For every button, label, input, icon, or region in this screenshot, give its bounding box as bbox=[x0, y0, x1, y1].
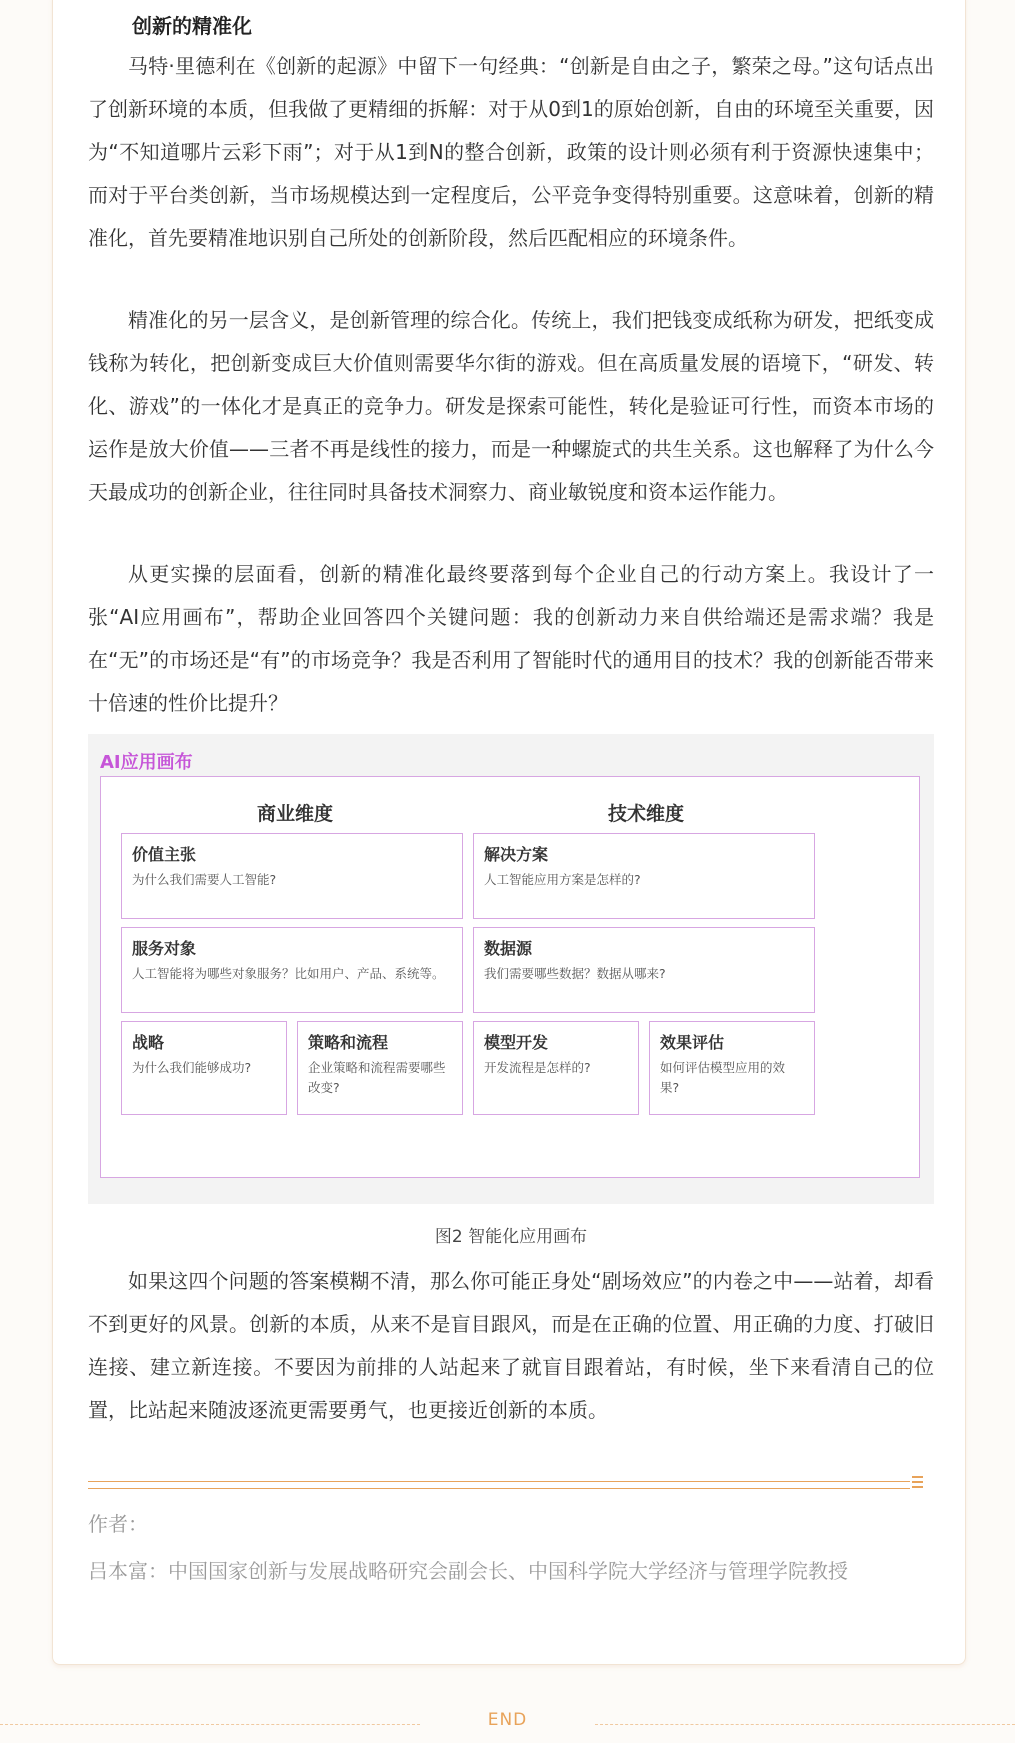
box-desc: 人工智能将为哪些对象服务？比如用户、产品、系统等。 bbox=[132, 966, 445, 981]
section-divider bbox=[88, 1481, 910, 1489]
box-title: 模型开发 bbox=[484, 1033, 549, 1052]
box-desc: 为什么我们需要人工智能? bbox=[132, 872, 277, 887]
effect-eval-box bbox=[649, 1021, 815, 1115]
section-heading: 创新的精准化 bbox=[132, 14, 252, 38]
box-title: 战略 bbox=[132, 1033, 165, 1052]
box-desc: 我们需要哪些数据？数据从哪来? bbox=[484, 966, 666, 981]
box-desc: 为什么我们能够成功? bbox=[132, 1060, 252, 1075]
box-desc: 开发流程是怎样的? bbox=[484, 1060, 591, 1075]
figure-caption: 图2 智能化应用画布 bbox=[434, 1227, 588, 1247]
ai-canvas-figure bbox=[88, 734, 934, 1204]
author-label: 作者： bbox=[88, 1512, 148, 1536]
figure-title: AI应用画布 bbox=[100, 752, 193, 773]
box-desc: 企业策略和流程需要哪些改变? bbox=[308, 1060, 446, 1095]
business-dimension-title: 商业维度 bbox=[257, 803, 334, 825]
menu-lines-icon bbox=[912, 1476, 923, 1490]
paragraph-2: 精准化的另一层含义，是创新管理的综合化。传统上，我们把钱变成纸称为研发，把纸变成钱称为转化，把创新变成巨大价值则需要华尔街的游戏。但在高质量发展的语境下，“研发、转化、游戏”的一体化才是真正的竞争力。研发是探索可能性，转化是验证可行性，而资本市场的运作是放大价值——三者不再是线性的接力，而是一种螺旋式的共生关系。这也解释了为什么今天最成功的创新企业，往往同时具备技术洞察力、商业敏锐度和资本运作能力。 bbox=[88, 308, 934, 504]
data-source-box bbox=[473, 927, 815, 1013]
tech-dimension-title: 技术维度 bbox=[608, 803, 685, 825]
box-title: 效果评估 bbox=[660, 1033, 725, 1052]
model-dev-box bbox=[473, 1021, 639, 1115]
box-desc: 如何评估模型应用的效果? bbox=[660, 1060, 786, 1095]
author-info: 吕本富：中国国家创新与发展战略研究会副会长、中国科学院大学经济与管理学院教授 bbox=[88, 1559, 848, 1583]
solution-box bbox=[473, 833, 815, 919]
canvas-frame bbox=[100, 776, 920, 1178]
box-title: 策略和流程 bbox=[308, 1033, 389, 1052]
service-target-box bbox=[121, 927, 463, 1013]
end-marker: END bbox=[487, 1710, 528, 1730]
box-title: 解决方案 bbox=[484, 845, 549, 864]
strategy-box bbox=[121, 1021, 287, 1115]
box-title: 价值主张 bbox=[132, 845, 197, 864]
paragraph-1: 马特·里德利在《创新的起源》中留下一句经典：“创新是自由之子，繁荣之母。”这句话点出了创新环境的本质，但我做了更精细的拆解：对于从0到1的原始创新，自由的环境至关重要，因为“不知道哪片云彩下雨”；对于从1到N的整合创新，政策的设计则必须有利于资源快速集中；而对于平台类创新，当市场规模达到一定程度后，公平竞争变得特别重要。这意味着，创新的精准化，首先要精准地识别自己所处的创新阶段，然后匹配相应的环境条件。 bbox=[88, 54, 934, 250]
box-desc: 人工智能应用方案是怎样的? bbox=[484, 872, 641, 887]
paragraph-3: 从更实操的层面看，创新的精准化最终要落到每个企业自己的行动方案上。我设计了一张“AI应用画布”，帮助企业回答四个关键问题：我的创新动力来自供给端还是需求端？我是在“无”的市场还是“有”的市场竞争？我是否利用了智能时代的通用目的技术？我的创新能否带来十倍速的性价比提升？ bbox=[88, 562, 934, 715]
box-title: 数据源 bbox=[484, 939, 533, 958]
paragraph-4: 如果这四个问题的答案模糊不清，那么你可能正身处“剧场效应”的内卷之中——站着，却看不到更好的风景。创新的本质，从来不是盲目跟风，而是在正确的位置、用正确的力度、打破旧连接、建立新连接。不要因为前排的人站起来了就盲目跟着站，有时候，坐下来看清自己的位置，比站起来随波逐流更需要勇气，也更接近创新的本质。 bbox=[88, 1269, 934, 1422]
box-title: 服务对象 bbox=[132, 939, 197, 958]
value-proposition-box bbox=[121, 833, 463, 919]
policy-process-box bbox=[297, 1021, 463, 1115]
